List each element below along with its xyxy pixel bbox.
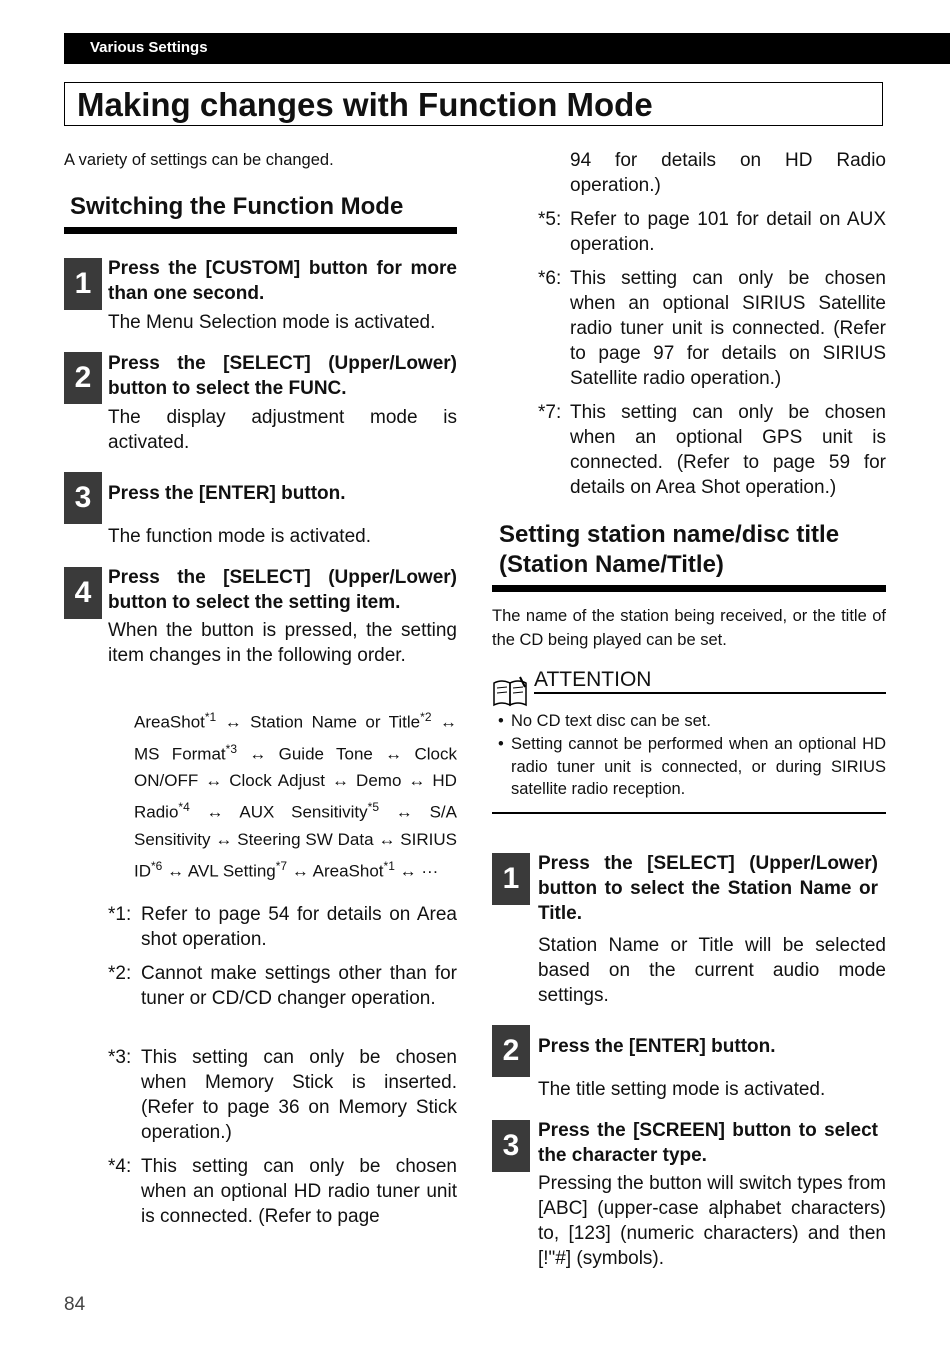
step-title: Press the [SCREEN] button to select the character type. (538, 1120, 878, 1166)
seq-item: Clock ON/OFF (134, 744, 457, 791)
arrow: ↔ (206, 802, 224, 822)
step-number: 4 (64, 567, 102, 619)
section-header-bar (64, 33, 950, 64)
section-intro: The name of the station being received, or the title of the CD being played can be set. (492, 607, 886, 649)
step-body: The display adjustment mode is activated. (108, 407, 457, 453)
footnote (538, 207, 886, 257)
attention-label: ATTENTION (534, 668, 652, 691)
footnote-text: This setting can only be chosen when an optional GPS unit is connected. (Refer to page 59 for details on Area Shot operation.) (570, 402, 886, 498)
footnote-mark: *3 (225, 741, 237, 756)
step-title: Press the [CUSTOM] button for more than one second. (108, 258, 457, 304)
seq-item: S/A Sensitivity (134, 802, 457, 849)
footnote-mark: *6: (538, 268, 562, 289)
footnote-text: Refer to page 101 for detail on AUX operation. (570, 209, 886, 255)
footnote-mark: *3: (108, 1047, 132, 1068)
step-number: 1 (64, 258, 102, 310)
arrow: ↔ (408, 771, 426, 791)
seq-item: Demo (356, 771, 402, 791)
heading-line: (Station Name/Title) (499, 551, 724, 578)
seq-item: Station Name or Title (250, 712, 421, 732)
attention-text: Setting cannot be performed when an optional HD radio tuner unit is connected, or during SIRIUS satellite radio reception. (511, 735, 886, 798)
arrow: ↔ (385, 744, 403, 764)
step-number: 1 (492, 853, 530, 905)
footnote-mark: *2: (108, 963, 132, 984)
arrow: ↔ (439, 712, 457, 732)
step-body: The function mode is activated. (108, 526, 371, 547)
attention-item: • No CD text disc can be set. (498, 710, 886, 733)
seq-item: AreaShot (134, 712, 205, 732)
step-number: 3 (64, 472, 102, 524)
footnote (108, 1045, 457, 1145)
step-number: 2 (492, 1025, 530, 1077)
footnote-text: Refer to page 54 for details on Area shot operation. (141, 904, 457, 950)
section-heading-station-name (499, 520, 886, 580)
ellipsis: ··· (421, 861, 439, 881)
seq-item: HD Radio (134, 771, 457, 822)
section-heading-function-mode: Switching the Function Mode (70, 193, 404, 220)
seq-item: Steering SW Data (237, 829, 374, 849)
heading-line: Setting station name/disc title (499, 521, 840, 548)
page-title-box (64, 82, 883, 126)
page-number: 84 (64, 1294, 86, 1315)
step-title: Press the [SELECT] (Upper/Lower) button to select the setting item. (108, 567, 457, 613)
seq-item: AUX Sensitivity (239, 802, 368, 822)
footnote-mark: *5 (367, 800, 379, 815)
footnote-text: Cannot make settings other than for tuner or CD/CD changer operation. (141, 963, 457, 1009)
arrow: ↔ (378, 829, 396, 849)
footnote-mark: *4: (108, 1156, 132, 1177)
arrow: ↔ (399, 861, 417, 881)
page-title: Making changes with Function Mode (77, 86, 653, 123)
footnote-mark: *1: (108, 904, 132, 925)
footnote-mark: *1 (383, 858, 395, 873)
footnote-mark: *2 (420, 710, 432, 724)
footnote-mark: *1 (204, 710, 217, 724)
footnote-mark: *7: (538, 402, 562, 423)
attention-text: No CD text disc can be set. (511, 712, 711, 730)
step-body: The title setting mode is activated. (538, 1079, 826, 1100)
step-title: Press the [SELECT] (Upper/Lower) button to select the Station Name or Title. (538, 853, 878, 924)
seq-item: Clock Adjust (229, 771, 326, 791)
footnote (108, 1154, 457, 1229)
footnote-mark: *6 (151, 858, 163, 873)
arrow: ↔ (215, 829, 233, 849)
book-icon (492, 675, 530, 707)
seq-item: SIRIUS ID (134, 829, 457, 881)
intro-text: A variety of settings can be changed. (64, 151, 334, 169)
seq-item: AVL Setting (187, 861, 276, 881)
step-title: Press the [SELECT] (Upper/Lower) button to select the FUNC. (108, 353, 457, 399)
section-label: Various Settings (90, 39, 208, 56)
footnote-mark: *7 (275, 858, 288, 873)
attention-item: • Setting cannot be performed when an optional HD radio tuner unit is connected, or during SIRIUS satellite radio reception. (498, 733, 886, 803)
step-title: Press the [ENTER] button. (538, 1036, 776, 1057)
seq-item: Guide Tone (278, 744, 373, 764)
step-body: The Menu Selection mode is activated. (108, 312, 436, 333)
footnote (538, 266, 886, 391)
arrow: ↔ (205, 771, 223, 791)
arrow: ↔ (395, 802, 413, 822)
footnote-text: This setting can only be chosen when an optional HD radio tuner unit is connected. (Refer to page (141, 1156, 457, 1227)
footnote-text: This setting can only be chosen when an optional SIRIUS Satellite radio tuner unit is connected. (Refer to page 97 for details on SIRIUS Satellite radio operation.) (570, 268, 886, 389)
arrow: ↔ (249, 744, 267, 764)
step-body: Station Name or Title will be selected based on the current audio mode settings. (538, 935, 886, 1006)
step-title: Press the [ENTER] button. (108, 483, 346, 504)
step-number: 2 (64, 352, 102, 404)
attention-rule (534, 692, 886, 694)
seq-item: MS Format (134, 744, 226, 764)
seq-item: AreaShot (312, 861, 384, 881)
step-body: When the button is pressed, the setting item changes in the following order. (108, 620, 457, 666)
footnote-mark: *4 (178, 800, 190, 815)
footnote (538, 400, 886, 500)
divider (492, 812, 886, 814)
step-number: 3 (492, 1120, 530, 1172)
footnote-continuation: 94 for details on HD Radio operation.) (570, 150, 886, 196)
section-rule (492, 585, 886, 592)
step-body: Pressing the button will switch types from [ABC] (upper-case alphabet characters) to, [123] (numeric characters) and then [!"#] (symbols). (538, 1173, 886, 1269)
section-rule (64, 227, 457, 234)
footnote-text: This setting can only be chosen when Memory Stick is inserted. (Refer to page 36 on Memory Stick operation.) (141, 1047, 457, 1143)
footnote (108, 902, 457, 952)
arrow: ↔ (332, 771, 350, 791)
footnote-mark: *5: (538, 209, 562, 230)
arrow: ↔ (167, 861, 185, 881)
arrow: ↔ (291, 861, 309, 881)
setting-item-sequence (134, 704, 457, 885)
arrow: ↔ (224, 712, 242, 732)
footnote (108, 961, 457, 1036)
